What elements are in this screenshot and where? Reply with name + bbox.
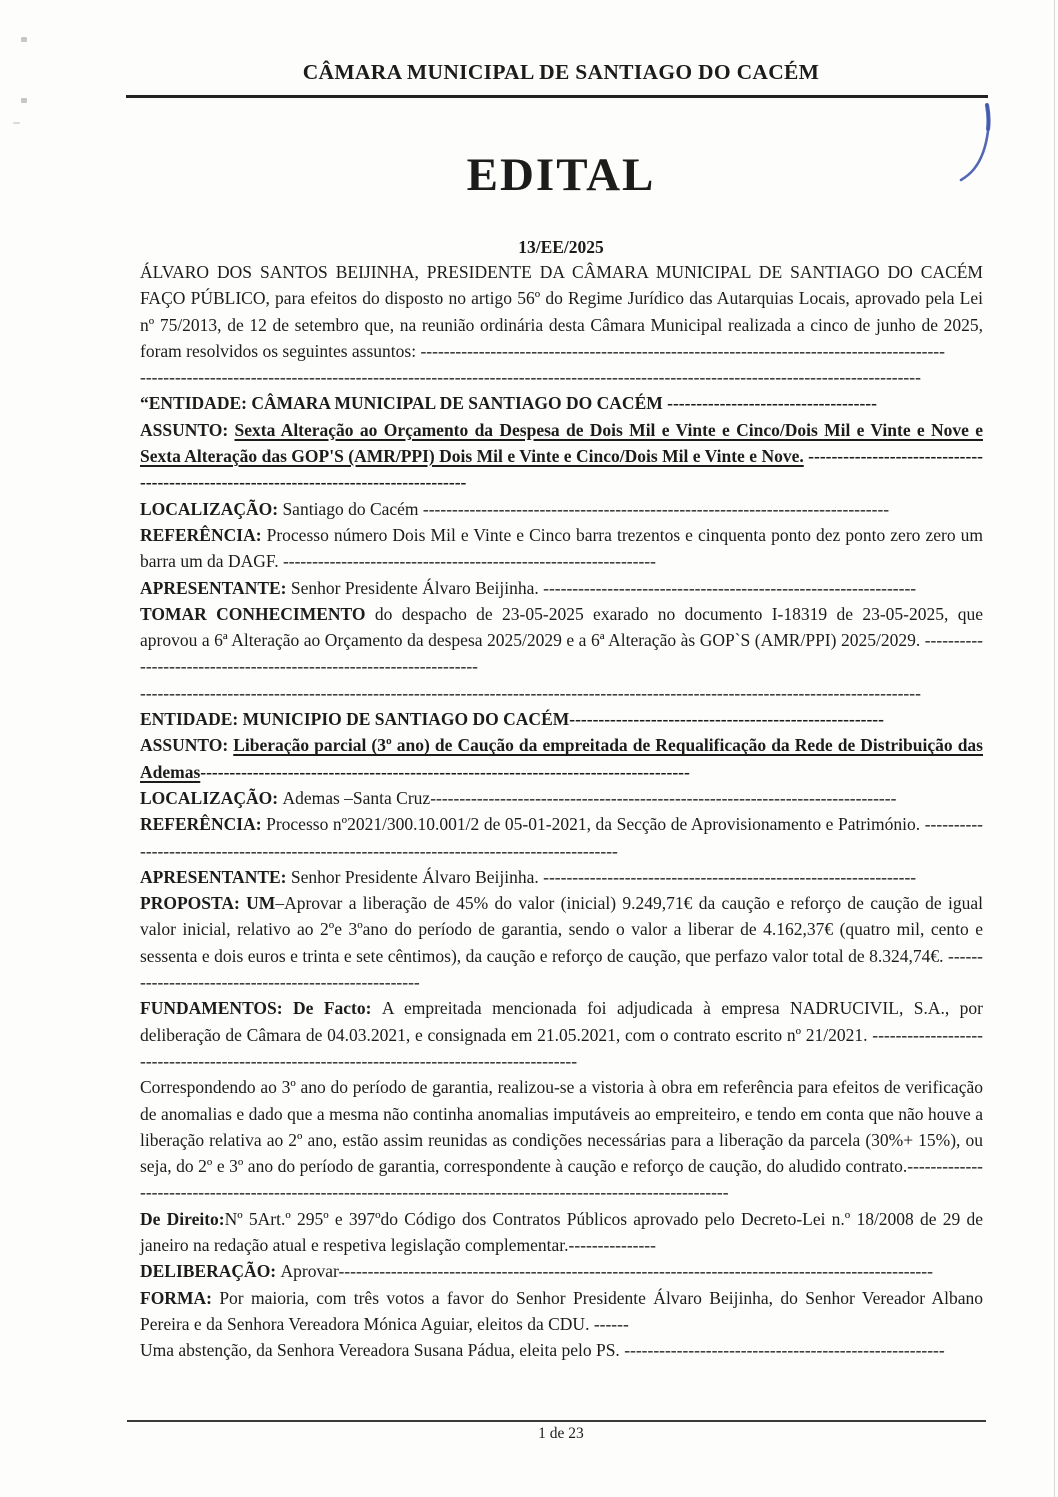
assunto-1-subject: Sexta Alteração ao Orçamento da Despesa de Dois Mil e Vinte e Cinco/Dois Mil e Vinte e Nove e Sexta Alteração das GOP'S (AMR/PPI) Dois Mil e Vinte e Cinco/Dois Mil e Vinte e Nove. — [140, 419, 983, 467]
entidade-1-line — [140, 390, 983, 416]
localizacao-2-dash-filler: -------------------------------------------------------------------------------- — [430, 787, 897, 808]
separator-dashes: -------------------------------------------------------------------------------------------------------------------------------------- — [140, 682, 921, 703]
referencia-2-label: REFERÊNCIA: — [140, 814, 267, 835]
entidade-1-title: “ENTIDADE: CÂMARA MUNICIPAL DE SANTIAGO DO CACÉM — [140, 393, 668, 414]
localizacao-2-value: Ademas –Santa Cruz — [282, 787, 431, 808]
forma-paragraph — [140, 1285, 983, 1338]
proposta-paragraph — [140, 890, 983, 995]
referencia-1-label: REFERÊNCIA: — [140, 524, 267, 545]
localizacao-2-line — [140, 785, 983, 811]
apresentante-2-line — [140, 864, 983, 890]
deliberacao-line — [140, 1258, 983, 1284]
scan-edge-line — [1054, 0, 1056, 1497]
abstencao-dash-filler: ------------------------------------------------------- — [624, 1340, 945, 1361]
separator-dashes: -------------------------------------------------------------------------------------------------------------------------------------- — [140, 367, 921, 388]
referencia-1-line — [140, 522, 983, 575]
fundamentos-label: FUNDAMENTOS: De Facto: — [140, 998, 382, 1019]
referencia-1-dash-filler: ---------------------------------------------------------------- — [282, 551, 656, 572]
assunto-1-line — [140, 417, 983, 496]
abstencao-paragraph — [140, 1337, 983, 1363]
de-direito-paragraph — [140, 1206, 983, 1259]
entidade-2-line — [140, 706, 983, 732]
assunto-1-label: ASSUNTO: — [140, 419, 235, 440]
apresentante-2-dash-filler: ---------------------------------------------------------------- — [543, 866, 917, 887]
apresentante-1-label: APRESENTANTE: — [140, 577, 291, 598]
document-body — [140, 259, 983, 1363]
localizacao-2-label: LOCALIZAÇÃO: — [140, 787, 283, 808]
fundamentos-text: A empreitada mencionada foi adjudicada à empresa NADRUCIVIL, S.A., por deliberação de Câmara de 04.03.2021, e consignada em 21.05.2021, com o contrato escrito nº 21/2021. — [140, 998, 983, 1045]
tomar-conhecimento-text: do despacho de 23-05-2025 exarado no documento I-18319 de 23-05-2025, que aprovou a 6ª Alteração ao Orçamento da despesa 2025/2029 e a 6ª Alteração às GOP`S (AMR/PPI) 2025/2029. — [140, 603, 983, 651]
intro-lead-caps: ÁLVARO DOS SANTOS BEIJINHA, PRESIDENTE DA CÂMARA MUNICIPAL DE SANTIAGO DO CACÉM FAÇO PÚBLICO, — [140, 262, 983, 309]
apresentante-2-value: Senhor Presidente Álvaro Beijinha. — [290, 866, 544, 887]
forma-label: FORMA: — [140, 1287, 220, 1308]
entidade-2-dash-filler: ------------------------------------------------------ — [569, 709, 884, 730]
forma-text: Por maioria, com três votos a favor do Senhor Presidente Álvaro Beijinha, do Senhor Vereador Albano Pereira e da Senhora Vereadora Mónica Aguiar, eleitos da CDU. — [140, 1287, 983, 1334]
deliberacao-value: Aprovar — [280, 1261, 339, 1282]
page-number: 1 de 23 — [538, 1425, 584, 1442]
de-direito-label: De Direito: — [140, 1208, 225, 1229]
de-direito-text: Nº 5Art.º 295º e 397ºdo Código dos Contratos Públicos aprovado pelo Decreto-Lei n.º 18/2008 de 29 de janeiro na redação atual e respetiva legislação complementar. — [140, 1208, 983, 1255]
deliberacao-dash-filler: ------------------------------------------------------------------------------------------------------ — [338, 1261, 933, 1282]
entidade-1-dash-filler: ------------------------------------ — [667, 393, 877, 414]
forma-dash-filler: ------ — [593, 1313, 629, 1334]
tomar-conhecimento-paragraph — [140, 601, 983, 680]
apresentante-1-dash-filler: ---------------------------------------------------------------- — [543, 577, 917, 598]
document-number: 13/EE/2025 — [518, 237, 604, 257]
institution-name: CÂMARA MUNICIPAL DE SANTIAGO DO CACÉM — [302, 60, 820, 84]
scan-artifact — [21, 98, 27, 103]
localizacao-1-value: Santiago do Cacém — [282, 498, 423, 519]
assunto-2-dash-filler: ------------------------------------------------------------------------------------ — [200, 761, 690, 782]
apresentante-1-value: Senhor Presidente Álvaro Beijinha. — [290, 577, 544, 598]
separator-dash-line — [140, 364, 983, 390]
assunto-2-label: ASSUNTO: — [140, 735, 234, 756]
footer-rule — [127, 1420, 986, 1422]
proposta-dash-filler: ------------------------------------------------------ — [140, 945, 983, 993]
assunto-2-line — [140, 732, 983, 785]
localizacao-1-dash-filler: -------------------------------------------------------------------------------- — [422, 498, 890, 519]
referencia-2-line — [140, 811, 983, 864]
separator-dash-line — [140, 680, 983, 706]
correspondendo-paragraph — [140, 1074, 983, 1205]
fundamentos-paragraph — [140, 995, 983, 1074]
de-direito-dash-filler: --------------- — [568, 1234, 656, 1255]
intro-dash-filler: ------------------------------------------------------------------------------------------ — [420, 340, 945, 361]
localizacao-1-line — [140, 496, 983, 522]
correspondendo-dash-filler: ------------------------------------------------------------------------------------------------------------------ — [140, 1156, 983, 1203]
deliberacao-label: DELIBERAÇÃO: — [140, 1261, 281, 1282]
tomar-conhecimento-dash-filler: -------------------------------------------------------------------- — [140, 630, 983, 677]
proposta-text: –Aprovar a liberação de 45% do valor (inicial) 9.249,71€ da caução e reforço de caução de igual valor inicial, relativo ao 2ºe 3ºano do período de garantia, sendo o valor a liberar de 4.162,37€ (quatro mil, cento e sessenta e dois euros e trinta e sete cêntimos), da caução e reforço de caução, que perfazo valor total de 8.324,74€. — [140, 893, 984, 966]
header-rule — [126, 95, 988, 98]
tomar-conhecimento-label: TOMAR CONHECIMENTO — [140, 603, 375, 624]
assunto-1-dash-filler: -------------------------------------------------------------------------------------- — [140, 446, 983, 493]
correspondendo-text: Correspondendo ao 3º ano do período de garantia, realizou-se a vistoria à obra em referência para efeitos de verificação de anomalias e dado que a mesma não continha anomalias imputáveis ao empreiteiro, e tendo em conta que não houve a liberação relativa ao 2º ano, estão assim reunidas as condições necessárias para a liberação da parcela (30%+ 15%), ou seja, do 2º e 3º ano do período de garantia, correspondente à caução e reforço de caução, do aludido contrato. — [140, 1077, 983, 1177]
referencia-2-value: Processo nº2021/300.10.001/2 de 05-01-2021, da Secção de Aprovisionamento e Património. — [266, 814, 925, 835]
fundamentos-dash-filler: ---------------------------------------------------------------------------------------------- — [140, 1024, 983, 1071]
referencia-1-value: Processo número Dois Mil e Vinte e Cinco barra trezentos e cinquenta ponto dez ponto zero zero um barra um da DAGF. — [140, 524, 984, 572]
apresentante-1-line — [140, 575, 983, 601]
document-title: EDITAL — [466, 149, 656, 201]
entidade-2-title: ENTIDADE: MUNICIPIO DE SANTIAGO DO CACÉM — [140, 709, 570, 730]
intro-text: para efeitos do disposto no artigo 56º do Regime Jurídico das Autarquias Locais, aprovado pela Lei nº 75/2013, de 12 de setembro que, na reunião ordinária desta Câmara Municipal realizada a cinco de junho de 2025, foram resolvidos os seguintes assuntos: — [140, 288, 983, 361]
apresentante-2-label: APRESENTANTE: — [140, 866, 291, 887]
abstencao-text: Uma abstenção, da Senhora Vereadora Susana Pádua, eleita pelo PS. — [140, 1340, 625, 1361]
intro-paragraph — [140, 259, 983, 364]
assunto-2-subject: Liberação parcial (3º ano) de Caução da empreitada de Requalificação da Rede de Distribuição das Ademas — [140, 735, 983, 782]
scan-artifact — [13, 122, 20, 124]
proposta-label: PROPOSTA: UM — [140, 893, 276, 914]
referencia-2-dash-filler: -------------------------------------------------------------------------------------------- — [140, 814, 983, 861]
localizacao-1-label: LOCALIZAÇÃO: — [140, 498, 283, 519]
scan-artifact — [21, 37, 27, 42]
